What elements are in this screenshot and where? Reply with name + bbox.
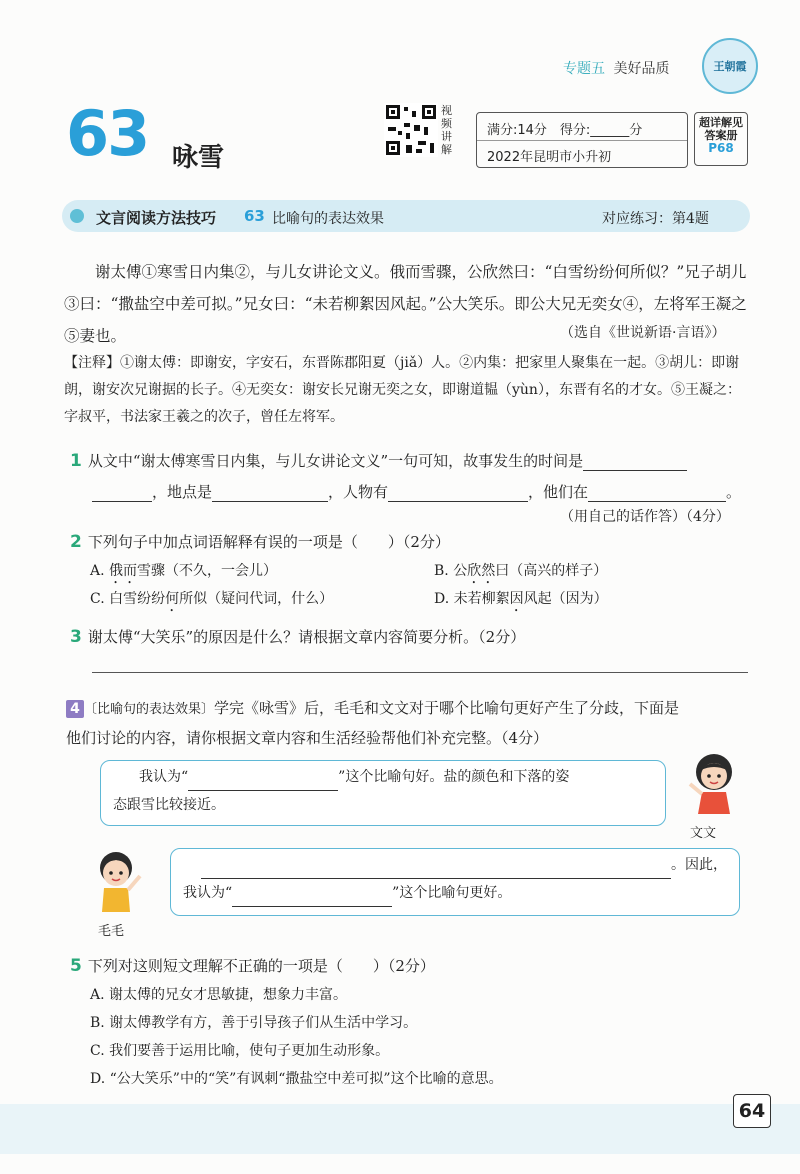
answer-blank[interactable] — [212, 485, 328, 502]
wenwen-bubble — [100, 760, 666, 826]
question-4 — [66, 694, 752, 752]
topic-header — [563, 58, 669, 78]
score-line: 满分:14分 得分:______分 — [487, 123, 643, 138]
topic-label: 专题五 — [563, 61, 605, 77]
answer-blank[interactable] — [588, 485, 726, 502]
q2-option-a[interactable] — [90, 560, 277, 587]
question-2 — [70, 531, 450, 552]
boy-avatar-icon — [86, 846, 146, 916]
question-3 — [70, 626, 525, 647]
question-1 — [70, 450, 750, 471]
answer-blank[interactable] — [232, 890, 392, 907]
score-box — [476, 112, 688, 168]
q5-option-d[interactable]: D. “公大笑乐”中的“笑”有讽刺“撒盐空中差可拟”这个比喻的意思。 — [90, 1071, 503, 1087]
q1-text-e: 。 — [726, 483, 742, 501]
method-bar — [62, 200, 750, 232]
question-5 — [70, 955, 435, 976]
method-number: 63 — [244, 207, 265, 225]
q5-option-a[interactable]: A. 谢太傅的兄女才思敏捷，想象力丰富。 — [90, 987, 348, 1003]
answer-ref-2: 答案册 — [704, 129, 738, 142]
wenwen-text-a: 我认为“ — [139, 769, 189, 785]
maomao-text-b: 我认为“ — [183, 885, 233, 901]
lesson-number: 63 — [66, 97, 149, 170]
maomao-name: 毛毛 — [98, 924, 125, 939]
video-label: 视频讲解 — [441, 104, 452, 156]
q1-text-c: ，人物有 — [328, 483, 389, 501]
option-prefix: B. 公 — [434, 563, 468, 579]
option-emphasis: 俄而 — [109, 563, 138, 579]
option-suffix: 曰（高兴的样子） — [495, 563, 608, 579]
answer-page: P68 — [708, 141, 734, 155]
option-emphasis: 因 — [509, 591, 524, 607]
answer-reference — [694, 112, 748, 166]
maomao-bubble — [170, 848, 740, 916]
answer-blank[interactable] — [188, 774, 338, 791]
q1-note: （用自己的话作答）（4分） — [560, 509, 730, 525]
q2-text: 下列句子中加点词语解释有误的一项是（ ）（2分） — [87, 533, 450, 551]
page-number: 64 — [733, 1094, 771, 1128]
bullet-icon — [70, 209, 84, 223]
q2-option-d[interactable] — [434, 588, 608, 615]
question-number: 4 — [66, 700, 84, 718]
wenwen-name: 文文 — [690, 826, 717, 841]
notes-text: 【注释】①谢太傅：即谢安，字安石，东晋陈郡阳夏（jiǎ）人。②内集：把家里人聚集在一起。③胡儿：即谢朗，谢安次兄谢据的长子。④无奕女：谢安长兄谢无奕之女，即谢道韫（yùn），东晋有名的才女。⑤王凝之：字叔平，书法家王羲之的次子，曾任左将军。 — [64, 355, 741, 425]
answer-blank[interactable] — [92, 485, 152, 502]
wenwen-text-c: 态跟雪比较接近。 — [113, 797, 225, 813]
answer-ref-1: 超详解见 — [699, 116, 743, 129]
method-practice: 对应练习：第4题 — [602, 211, 709, 227]
option-suffix: 风起（因为） — [523, 591, 608, 607]
option-emphasis: 何 — [165, 591, 180, 607]
passage-text: 谢太傅①寒雪日内集②，与儿女讲论文义。俄而雪骤，公欣然曰：“白雪纷纷何所似？”兄子胡儿③曰：“撒盐空中差可拟。”兄女曰：“未若柳絮因风起。”公大笑乐。即公大兄无奕女④，左将军王凝之⑤妻也。 — [64, 263, 747, 345]
answer-blank[interactable] — [583, 454, 687, 471]
q3-text: 谢太傅“大笑乐”的原因是什么？请根据文章内容简要分析。（2分） — [87, 628, 526, 646]
lesson-title: 咏雪 — [172, 143, 225, 173]
question-number: 3 — [70, 627, 82, 647]
method-topic: 比喻句的表达效果 — [272, 211, 384, 227]
answer-blank[interactable] — [388, 485, 528, 502]
girl-avatar-icon — [684, 748, 744, 818]
q5-text: 下列对这则短文理解不正确的一项是（ ）（2分） — [87, 957, 435, 975]
q4-text-2: 他们讨论的内容，请你根据文章内容和生活经验帮他们补充完整。（4分） — [66, 729, 549, 747]
option-emphasis: 欣然 — [467, 563, 496, 579]
option-prefix: C. 白雪纷纷 — [90, 591, 166, 607]
exam-source: 2022年昆明市小升初 — [487, 150, 612, 165]
q1-text-d: ，他们在 — [528, 483, 589, 501]
option-prefix: A. — [90, 563, 110, 579]
maomao-text-a: 。因此， — [671, 857, 727, 873]
q4-text-1: 学完《咏雪》后，毛毛和文文对于哪个比喻句更好产生了分歧，下面是 — [214, 699, 680, 717]
question-1-line2 — [92, 481, 752, 502]
q5-option-b[interactable]: B. 谢太傅教学有方，善于引导孩子们从生活中学习。 — [90, 1015, 418, 1031]
answer-blank[interactable] — [201, 862, 671, 879]
q1-text-b: ，地点是 — [152, 483, 213, 501]
option-prefix: D. 未若柳絮 — [434, 591, 510, 607]
question-number: 2 — [70, 532, 82, 552]
q5-option-c[interactable]: C. 我们要善于运用比喻，使句子更加生动形象。 — [90, 1043, 390, 1059]
question-number: 1 — [70, 451, 82, 471]
maomao-text-c: ”这个比喻句更好。 — [392, 885, 512, 901]
answer-line[interactable] — [92, 672, 748, 673]
q1-text: 从文中“谢太傅寒雪日内集，与儿女讲论文义”一句可知，故事发生的时间是 — [87, 452, 584, 470]
option-suffix: 所似（疑问代词，什么） — [179, 591, 334, 607]
q2-option-b[interactable] — [434, 560, 607, 587]
passage-source: （选自《世说新语·言语》） — [560, 325, 726, 341]
brand-logo: 王朝霞 — [702, 38, 758, 94]
wenwen-text-b: ”这个比喻句好。盐的颜色和下落的姿 — [338, 769, 570, 785]
question-number: 5 — [70, 956, 82, 976]
qr-code-icon[interactable] — [384, 103, 438, 157]
method-title: 文言阅读方法技巧 — [96, 209, 217, 227]
q4-tag: 〔比喻句的表达效果〕 — [84, 702, 215, 717]
option-suffix: 雪骤（不久，一会儿） — [137, 563, 278, 579]
q2-option-c[interactable] — [90, 588, 333, 615]
topic-name: 美好品质 — [613, 61, 670, 77]
footer-band — [0, 1104, 800, 1154]
